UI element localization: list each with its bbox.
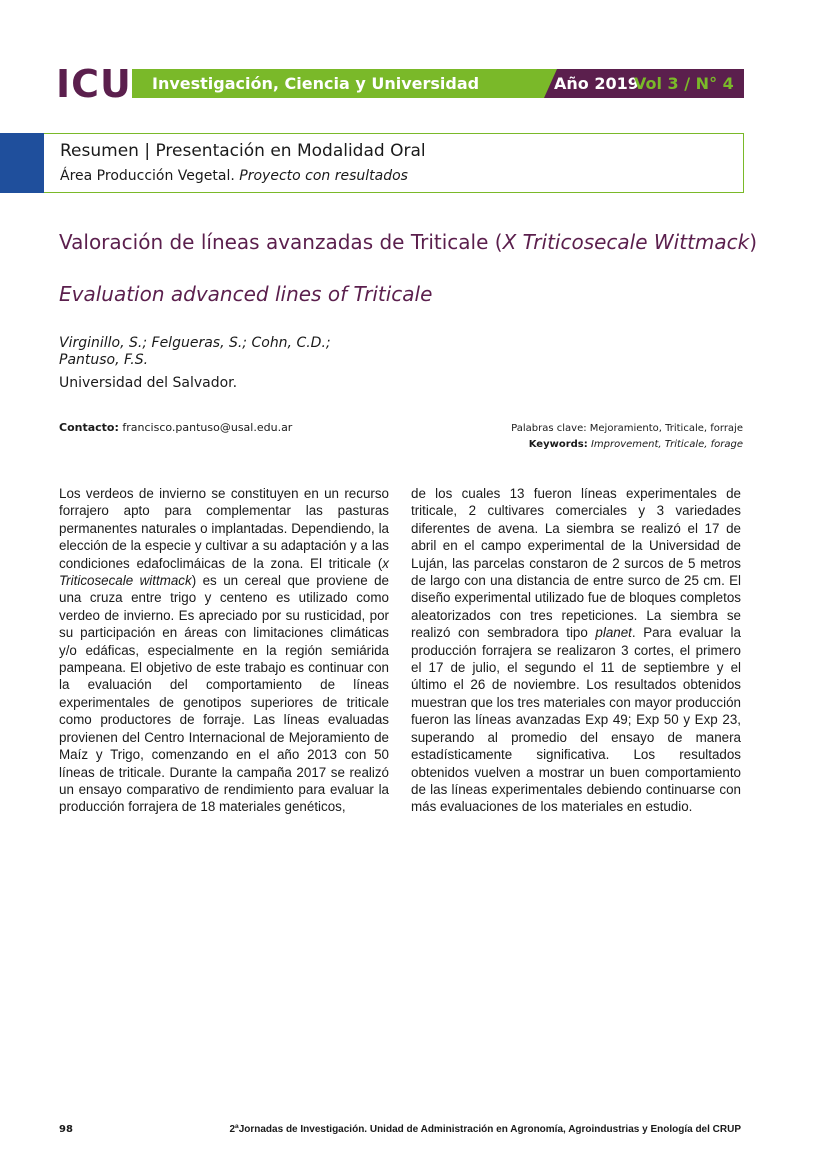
article-authors: Virginillo, S.; Felgueras, S.; Cohn, C.D.; Pantuso, F.S.	[59, 335, 331, 368]
section-type: Proyecto con resultados	[239, 168, 408, 184]
title-es-prefix: Valoración de líneas avanzadas de Triticale (	[59, 230, 503, 254]
keywords-en	[529, 439, 743, 450]
journal-header-bar	[132, 69, 744, 98]
title-es-suffix: )	[749, 230, 758, 254]
keywords-en-label: Keywords:	[528, 439, 588, 450]
section-box	[44, 133, 744, 193]
keywords-es-label: Palabras clave:	[511, 423, 587, 434]
abstract-paragraph-left	[59, 485, 389, 816]
abstract-right-planet: planet	[595, 625, 632, 641]
title-es-species: X Triticosecale Wittmack	[502, 230, 750, 254]
contact-label: Contacto:	[59, 421, 119, 434]
keywords-es-values: Mejoramiento, Triticale, forraje	[589, 423, 743, 434]
section-color-tab	[0, 133, 44, 193]
footer-event: 2ªJornadas de Investigación. Unidad de Administración en Agronomía, Agroindustrias y Enología del CRUP	[229, 1124, 741, 1135]
page-number: 98	[59, 1124, 73, 1135]
abstract-right-part2: . Para evaluar la producción forrajera se realizaron 3 cortes, el primero el 17 de julio, el segundo el 11 de septiembre y el último el 26 de noviembre. Los resultados obtenidos muestran que los tres materiales con mayor producción fueron las líneas avanzadas Exp 49; Exp 50 y Exp 23, superando al promedio del ensayo de manera estadísticamente significativa. Los resultados obtenidos vuelven a mostrar un buen comportamiento de las líneas experimentales debiendo continuarse con más evaluaciones de los materiales en estudio.	[411, 625, 741, 815]
contact-email[interactable]: francisco.pantuso@usal.edu.ar	[122, 421, 293, 434]
section-area: Área Producción Vegetal.	[60, 168, 235, 184]
abstract-column-right	[411, 485, 741, 816]
contact-line	[59, 421, 292, 434]
abstract-column-left	[59, 485, 389, 816]
article-title-es	[59, 230, 757, 254]
keywords-es	[511, 423, 743, 434]
journal-logo: ICU	[56, 62, 132, 106]
abstract-paragraph-right	[411, 485, 741, 816]
abstract-left-part2: ) es un cereal que proviene de una cruza entre trigo y centeno es utilizado como verdeo de invierno. Es apreciado por su rusticidad, por su participación en áreas con limitaciones climáticas y/o edáficas, especialmente en la región semiárida pampeana. El objetivo de este trabajo es continuar con la evaluación del comportamiento de líneas experimentales de genotipos superiores de triticale como productores de forraje. Las líneas evaluadas provienen del Centro Internacional de Mejoramiento de Maíz y Trigo, comenzando en el año 2013 con 50 líneas de triticale. Durante la campaña 2017 se realizó un ensayo comparativo de rendimiento para evaluar la producción forrajera de 18 materiales genéticos,	[59, 573, 389, 815]
keywords-en-values: Improvement, Triticale, forage	[590, 439, 743, 450]
article-affiliation: Universidad del Salvador.	[59, 375, 238, 391]
issue-year: Año 2019	[554, 74, 639, 93]
abstract-right-part1: de los cuales 13 fueron líneas experimentales de triticale, 2 cultivares comerciales y 3 variedades diferentes de avena. La siembra se realizó el 17 de abril en el campo experimental de la Universidad de Luján, las parcelas constaron de 2 surcos de 5 metros de largo con una distancia de entre surco de 25 cm. El diseño experimental utilizado fue de bloques completos aleatorizados con tres repeticiones. La siembra se realizó con sembradora tipo	[411, 486, 741, 641]
journal-name: Investigación, Ciencia y Universidad	[152, 74, 480, 93]
abstract-left-part1: Los verdeos de invierno se constituyen en un recurso forrajero apto para complementar las pasturas permanentes naturales o implantadas. Dependiendo, la elección de la especie y cultivar a su adaptación y a las condiciones edafoclimáicas de la zona. El triticale (	[59, 486, 389, 571]
section-subtitle	[60, 168, 408, 184]
issue-volume: Vol 3 / N° 4	[634, 74, 734, 93]
abstract-left-species: x Triticosecale wittmack	[59, 555, 389, 589]
section-title: Resumen | Presentación en Modalidad Oral	[60, 141, 426, 161]
article-title-en: Evaluation advanced lines of Triticale	[59, 282, 433, 306]
